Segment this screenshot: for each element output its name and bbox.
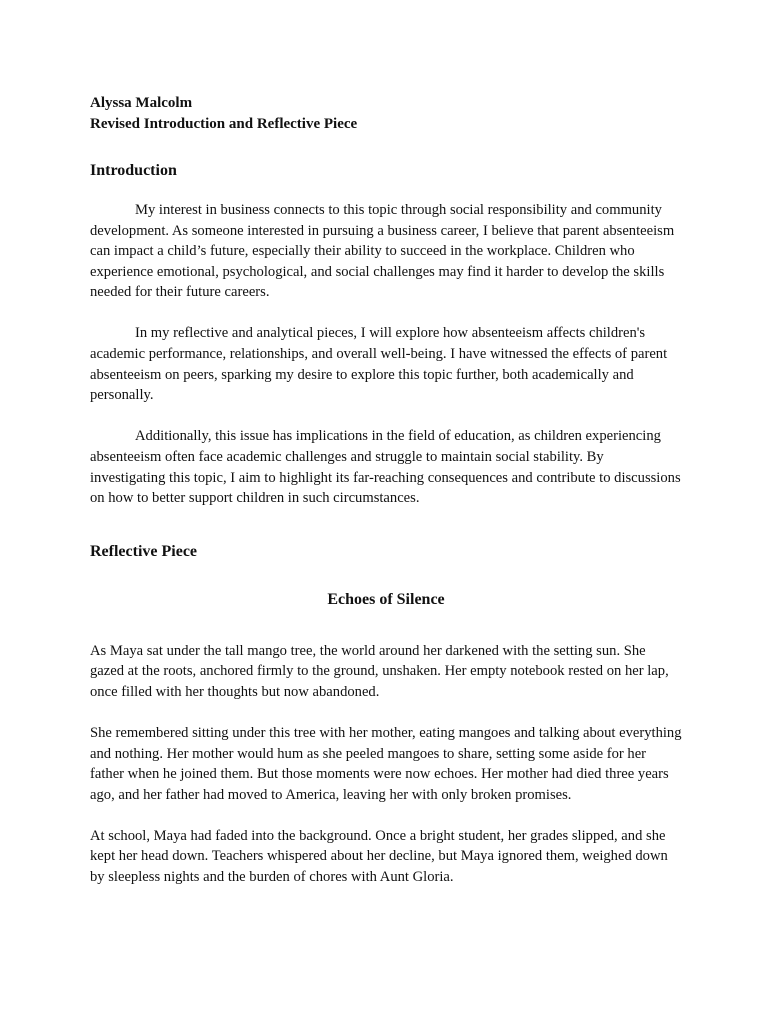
- reflective-piece-heading: Reflective Piece: [90, 542, 198, 560]
- introduction-paragraph: Additionally, this issue has implications in the field of education, as children experiencing absenteeism often face academic challenges and struggle to maintain social stability. By investigating this topic, I aim to highlight its far-reaching consequences and contribute to discussions on how to better support children in such circumstances.: [90, 428, 681, 507]
- story-title: Echoes of Silence: [327, 590, 445, 608]
- author-name: Alyssa Malcolm: [90, 95, 193, 111]
- story-paragraph: She remembered sitting under this tree with her mother, eating mangoes and talking about everything and nothing. Her mother would hum as she peeled mangoes to share, setting some aside for her father when he joined them. But those moments were now echoes. Her mother had died three years ago, and her father had moved to America, leaving her with only broken promises.: [90, 725, 682, 803]
- introduction-paragraph: My interest in business connects to this topic through social responsibility and community development. As someone interested in pursuing a business career, I believe that parent absenteeism can impact a child’s future, especially their ability to succeed in the workplace. Children who experience emotional, psychological, and social challenges may find it harder to develop the skills needed for their future careers.: [90, 202, 675, 301]
- introduction-heading: Introduction: [90, 162, 177, 179]
- introduction-paragraph: In my reflective and analytical pieces, I will explore how absenteeism affects children's academic performance, relationships, and overall well-being. I have witnessed the effects of parent absenteeism on peers, sparking my desire to explore this topic further, both academically and personally.: [90, 325, 668, 404]
- document-title: Revised Introduction and Reflective Piece: [90, 115, 358, 132]
- document-page: [90, 93, 682, 908]
- document-header: [90, 93, 682, 134]
- story-paragraph: As Maya sat under the tall mango tree, the world around her darkened with the setting sun. She gazed at the roots, anchored firmly to the ground, unshaken. Her empty notebook rested on her lap, once filled with her thoughts but now abandoned.: [90, 642, 669, 700]
- story-paragraph: At school, Maya had faded into the background. Once a bright student, her grades slipped, and she kept her head down. Teachers whispered about her decline, but Maya ignored them, weighed down by sleepless nights and the burden of chores with Aunt Gloria.: [90, 827, 668, 886]
